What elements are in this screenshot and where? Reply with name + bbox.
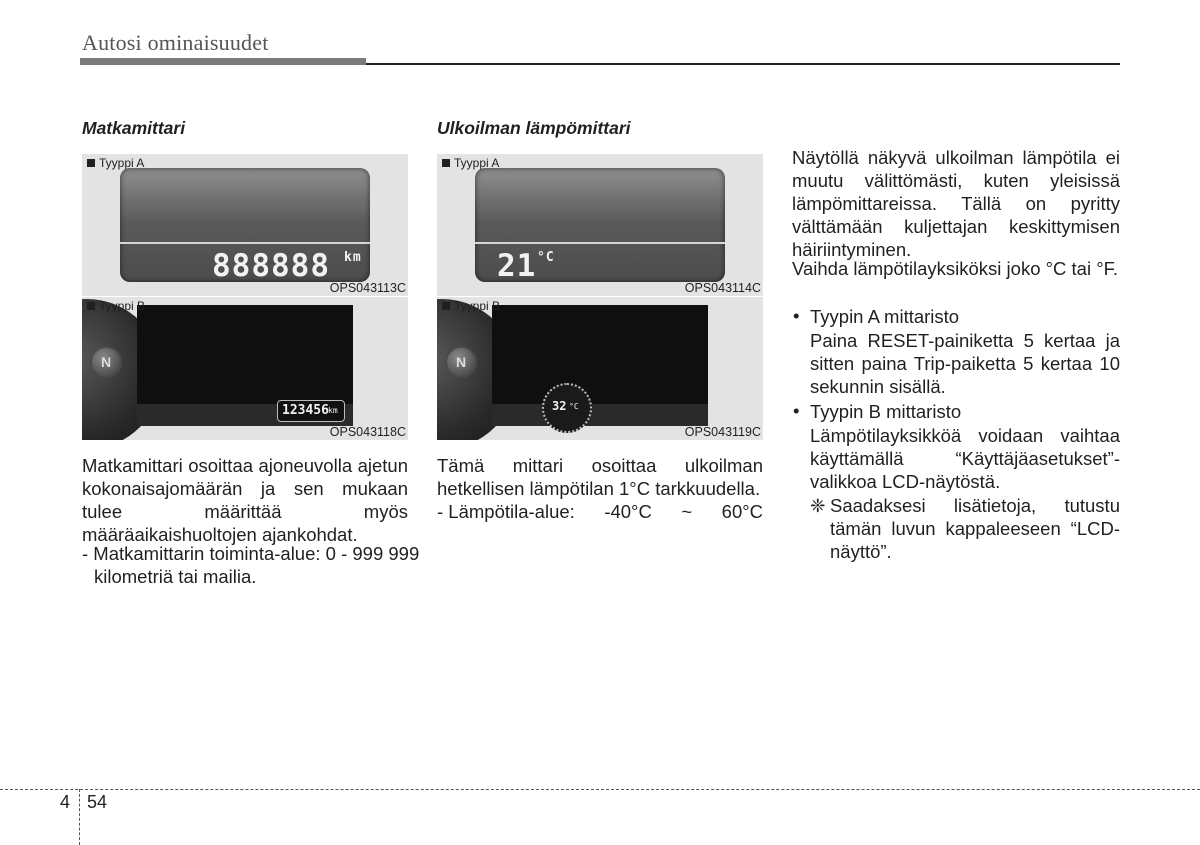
range-label: - Lämpötila-alue: xyxy=(437,501,575,522)
figure-label: Tyyppi B xyxy=(442,299,500,313)
gear-indicator: N xyxy=(90,346,122,378)
bullet-title: Tyypin B mittaristo xyxy=(810,401,962,422)
bullet-type-b xyxy=(792,400,1120,493)
bullet-icon: • xyxy=(793,305,800,326)
bullet-icon: • xyxy=(793,400,800,421)
range-min: -40°C xyxy=(604,501,652,522)
display-band xyxy=(492,404,708,426)
figure-code: OPS043114C xyxy=(684,281,761,295)
range-separator: ~ xyxy=(681,501,693,522)
header-rule xyxy=(366,63,1120,65)
odometer-value: 123456 xyxy=(282,403,329,418)
display-divider xyxy=(120,242,370,244)
figure-code: OPS043119C xyxy=(684,425,761,439)
temperature-range xyxy=(437,500,763,523)
odometer-value: 888888 xyxy=(212,248,330,284)
thermometer-figure-type-a xyxy=(437,154,763,296)
temperature-value: 32 xyxy=(552,399,567,413)
odometer-range: - Matkamittarin toiminta-alue: 0 - 999 999 kilometriä tai mailia. xyxy=(82,543,420,587)
range-max: 60°C xyxy=(721,501,763,522)
lcd-display xyxy=(475,168,725,282)
figure-code: OPS043113C xyxy=(329,281,406,295)
thermometer-paragraph: Tämä mittari osoittaa ulkoilman hetkellisen lämpötilan 1°C tarkkuudella. xyxy=(437,455,763,499)
page-number: 54 xyxy=(87,792,108,812)
header-bar xyxy=(80,58,366,65)
odometer-figure-type-a xyxy=(82,154,408,296)
running-header: Autosi ominaisuudet xyxy=(82,30,269,55)
odometer-figure-type-b xyxy=(82,297,408,440)
thermometer-heading: Ulkoilman lämpömittari xyxy=(437,118,631,138)
footer-rule xyxy=(0,789,1200,790)
bullet-type-a xyxy=(792,305,1120,398)
odometer-unit: km xyxy=(344,250,362,265)
odometer-unit: km xyxy=(328,406,338,415)
display-divider xyxy=(475,242,725,244)
odometer-paragraph: Matkamittari osoittaa ajoneuvolla ajetun kokonaisajomäärän ja sen mukaan tulee määrittää myös määräaikaishuoltojen ajankohdat. xyxy=(82,455,408,545)
cluster-image xyxy=(437,297,763,440)
lcd-display xyxy=(137,305,353,426)
footer-divider xyxy=(79,789,80,845)
note-icon: ❈ xyxy=(810,495,826,516)
cluster-image xyxy=(82,297,408,440)
temperature-delay-paragraph: Näytöllä näkyvä ulkoilman lämpötila ei muutu välittömästi, kuten yleisissä lämpömittareissa. Tällä on pyritty välttämään kuljettajan keskittymisen häiriintyminen. xyxy=(792,147,1120,260)
figure-label: Tyyppi A xyxy=(442,156,499,170)
bullet-title: Tyypin A mittaristo xyxy=(810,306,960,327)
note xyxy=(810,494,1120,563)
figure-code: OPS043118C xyxy=(329,425,406,439)
lcd-display xyxy=(492,305,708,426)
chapter-number: 4 xyxy=(60,792,71,812)
unit-change-paragraph: Vaihda lämpötilayksiköksi joko °C tai °F. xyxy=(792,258,1118,279)
note-text: Saadaksesi lisätietoja, tutustu tämän luvun kappaleeseen “LCD-näyttö”. xyxy=(830,495,1120,562)
temperature-gauge xyxy=(542,383,592,433)
figure-label: Tyyppi A xyxy=(87,156,144,170)
odometer-readout xyxy=(277,400,345,422)
thermometer-figure-type-b xyxy=(437,297,763,440)
gear-indicator: N xyxy=(445,346,477,378)
figure-label: Tyyppi B xyxy=(87,299,145,313)
bullet-text: Paina RESET-painiketta 5 kertaa ja sitten paina Trip-paiketta 5 kertaa 10 sekunnin sisällä. xyxy=(810,330,1120,397)
temperature-value: 21 xyxy=(497,248,537,284)
temperature-unit: °C xyxy=(569,402,579,411)
temperature-unit: °C xyxy=(537,250,555,265)
odometer-heading: Matkamittari xyxy=(82,118,186,138)
bullet-text: Lämpötilayksikköä voidaan vaihtaa käyttämällä “Käyttäjäasetukset”-valikkoa LCD-näytöstä. xyxy=(810,425,1120,492)
lcd-display xyxy=(120,168,370,282)
